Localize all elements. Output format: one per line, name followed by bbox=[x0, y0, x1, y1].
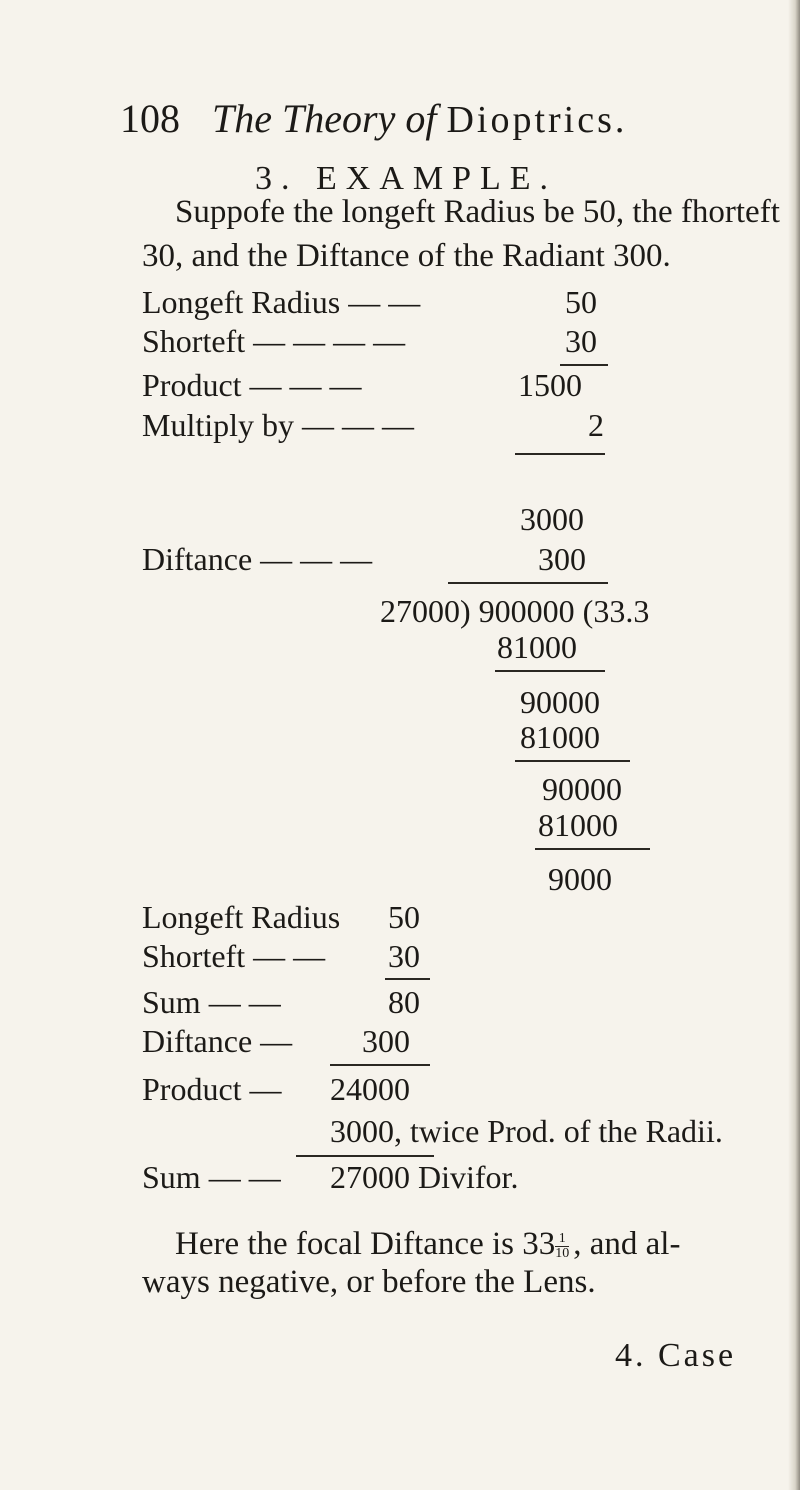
intro-line-1: Suppofe the longeft Radius be 50, the fhorteft bbox=[175, 194, 780, 230]
division-step-1: 81000 bbox=[497, 629, 577, 665]
fraction bbox=[555, 1232, 569, 1261]
calc2-longest-value: 50 bbox=[388, 899, 420, 935]
calc2-distance-value: 300 bbox=[362, 1023, 410, 1059]
rule-4 bbox=[495, 670, 605, 672]
fraction-numerator: 1 bbox=[555, 1232, 569, 1247]
division-step-2: 90000 bbox=[520, 684, 600, 720]
division-step-5: 81000 bbox=[538, 807, 618, 843]
calc1-distance-label: Diftance — — — bbox=[142, 541, 373, 577]
division-step-6: 9000 bbox=[548, 861, 612, 897]
running-header bbox=[120, 95, 627, 144]
rule-9 bbox=[296, 1155, 434, 1157]
rule-5 bbox=[515, 760, 630, 762]
example-heading: 3. EXAMPLE. bbox=[255, 160, 558, 197]
calc2-product-label: Product — bbox=[142, 1071, 282, 1107]
calc1-shortest-label: Shorteft — — — — bbox=[142, 323, 406, 359]
conclusion-text-a: Here the focal Diftance is 33 bbox=[175, 1226, 556, 1262]
header-title-italic: The Theory of bbox=[212, 96, 437, 141]
calc1-longest-value: 50 bbox=[565, 284, 597, 320]
fraction-denominator: 10 bbox=[555, 1245, 570, 1261]
page-edge-shadow bbox=[788, 0, 800, 1490]
calc1-distance-value: 300 bbox=[538, 541, 586, 577]
calc1-multiply-value: 2 bbox=[588, 407, 604, 443]
calc2-longest-label: Longeft Radius bbox=[142, 899, 341, 935]
calc1-product-value: 1500 bbox=[518, 367, 582, 403]
page-number: 108 bbox=[120, 96, 180, 141]
calc2-distance-label: Diftance — bbox=[142, 1023, 293, 1059]
calc1-shortest-value: 30 bbox=[565, 323, 597, 359]
calc2-sum2-label: Sum — — bbox=[142, 1159, 281, 1195]
division-line: 27000) 900000 (33.3 bbox=[380, 593, 650, 629]
rule-8 bbox=[330, 1064, 430, 1066]
division-step-4: 90000 bbox=[542, 771, 622, 807]
calc2-product-value: 24000 bbox=[330, 1071, 410, 1107]
calc1-product-label: Product — — — bbox=[142, 367, 362, 403]
calc2-sum-value: 80 bbox=[388, 984, 420, 1020]
calc1-longest-label: Longeft Radius — — bbox=[142, 284, 421, 320]
rule-3 bbox=[448, 582, 608, 584]
rule-2 bbox=[515, 453, 605, 455]
calc2-shortest-label: Shorteft — — bbox=[142, 938, 326, 974]
rule-7 bbox=[385, 978, 430, 980]
calc1-multiply-label: Multiply by — — — bbox=[142, 407, 415, 443]
calc2-sum2-value: 27000 Divifor. bbox=[330, 1159, 519, 1195]
conclusion-line-2: ways negative, or before the Lens. bbox=[142, 1264, 596, 1300]
intro-line-2: 30, and the Diftance of the Radiant 300. bbox=[142, 238, 671, 274]
division-step-3: 81000 bbox=[520, 719, 600, 755]
calc2-shortest-value: 30 bbox=[388, 938, 420, 974]
header-title-smallcaps: Dioptrics. bbox=[446, 99, 628, 141]
rule-6 bbox=[535, 848, 650, 850]
calc1-result-value: 3000 bbox=[520, 501, 584, 537]
conclusion-text-b: , and al- bbox=[573, 1226, 681, 1262]
calc2-twice-line: 3000, twice Prod. of the Radii. bbox=[330, 1113, 723, 1149]
catchword: 4. Case bbox=[615, 1337, 737, 1374]
calc2-sum-label: Sum — — bbox=[142, 984, 281, 1020]
